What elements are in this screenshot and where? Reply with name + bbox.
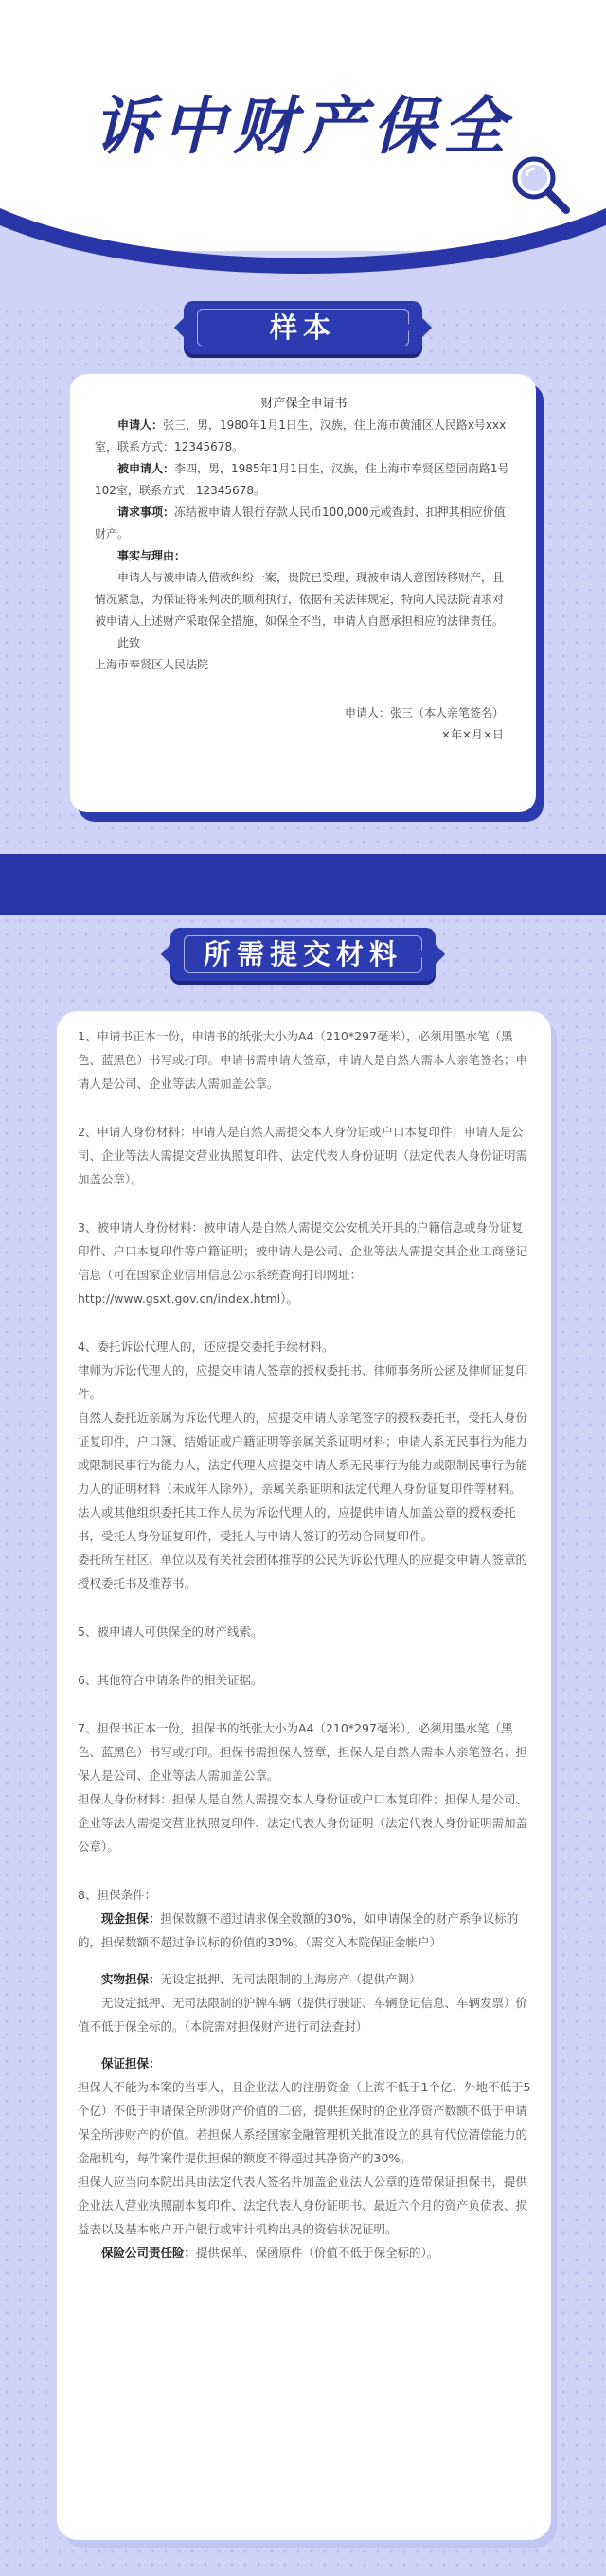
- physical-guarantee-text-1: 无设定抵押、无司法限制的上海房产（提供产调）: [160, 1972, 421, 1986]
- respondent-label: 被申请人：: [117, 462, 175, 475]
- applicant-label: 申请人：: [117, 418, 164, 432]
- sample-doc-title: 财产保全申请书: [260, 397, 348, 411]
- material-item-3: 3、被申请人身份材料：被申请人是自然人需提交公安机关开具的户籍信息或身份证复印件、户口本复印件等户籍证明；被申请人是公司、企业等法人需提交其企业工商登记信息（可在国家企业信用信息公示系统查询打印网址：http://www.gsxt.gov.cn/index.html）。: [78, 1220, 528, 1306]
- insurance-label: 保险公司责任险：: [101, 2246, 197, 2260]
- request-info: 冻结被申请人银行存款人民币100,000元或查封、扣押其相应价值财产。: [95, 506, 506, 541]
- applicant-info: 张三，男，1980年1月1日生，汉族，住上海市黄浦区人民路x号xxx室，联系方式：12345678。: [95, 418, 507, 453]
- material-item-4-corporate: 法人或其他组织委托其工作人员为诉讼代理人的，应提供申请人加盖公章的授权委托书，受托人身份证复印件，受托人与申请人签订的劳动合同复印件。: [78, 1505, 516, 1543]
- material-item-7-guarantor: 担保人身份材料：担保人是自然人需提交本人身份证或户口本复印件；担保人是公司、企业等法人需提交营业执照复印件、法定代表人身份证明（法定代表人身份证明需加盖公章）。: [78, 1792, 528, 1854]
- material-item-6: 6、其他符合申请条件的相关证据。: [78, 1673, 263, 1687]
- date-line: ×年×月×日: [440, 728, 504, 741]
- sample-document-card: [70, 374, 536, 812]
- materials-tab-label: 所需提交材料: [203, 938, 402, 970]
- materials-tab: [170, 928, 436, 981]
- court-name: 上海市奉贤区人民法院: [95, 658, 209, 671]
- sample-tab: [184, 301, 422, 354]
- cash-guarantee-label: 现金担保：: [101, 1911, 161, 1926]
- material-item-7: 7、担保书正本一份，担保书的纸张大小为A4（210*297毫米），必须用墨水笔（黑色、蓝黑色）书写或打印。担保书需担保人签章，担保人是自然人需本人亲笔签名；担保人是公司、企业等法人需加盖公章。: [78, 1721, 528, 1783]
- signature-line: 申请人：张三（本人亲笔签名）: [344, 706, 504, 720]
- respondent-info: 李四，男，1985年1月1日生，汉族，住上海市奉贤区望园南路1号102室，联系方式：12345678。: [95, 462, 509, 497]
- material-item-4-community: 委托所在社区、单位以及有关社会团体推荐的公民为诉讼代理人的应提交申请人签章的授权委托书及推荐书。: [78, 1553, 528, 1590]
- sample-tab-label: 样本: [269, 311, 336, 344]
- physical-guarantee-text-2: 无设定抵押、无司法限制的沪牌车辆（提供行驶证、车辆登记信息、车辆发票）价值不低于保全标的。（本院需对担保财产进行司法查封）: [78, 1996, 528, 2034]
- material-item-8: 8、担保条件：: [78, 1888, 156, 1902]
- surety-guarantee-label: 保证担保：: [101, 2056, 161, 2070]
- facts-text: 申请人与被申请人借款纠纷一案，贵院已受理，现被申请人意图转移财产，且情况紧急，为保证将来判决的顺利执行，依据有关法律规定，特向人民法院请求对被申请人上述财产采取保全措施，如保全不当，申请人自愿承担相应的法律责任。: [95, 571, 505, 628]
- material-item-2: 2、申请人身份材料：申请人是自然人需提交本人身份证或户口本复印件；申请人是公司、企业等法人需提交营业执照复印件、法定代表人身份证明（法定代表人身份证明需加盖公章）。: [78, 1125, 528, 1186]
- material-item-5: 5、被申请人可供保全的财产线索。: [78, 1625, 263, 1639]
- section-divider-band: [0, 854, 606, 915]
- materials-card: [57, 1011, 551, 2540]
- material-item-4-lawyer: 律师为诉讼代理人的，应提交申请人签章的授权委托书、律师事务所公函及律师证复印件。: [78, 1363, 528, 1401]
- insurance-text: 提供保单、保函原件（价值不低于保全标的）。: [196, 2246, 439, 2260]
- request-label: 请求事项：: [117, 506, 175, 519]
- cash-guarantee-text: 担保数额不超过请求保全数额的30%，如申请保全的财产系争议标的的，担保数额不超过争议标的价值的30%。（需交入本院保证金帐户）: [78, 1911, 519, 1949]
- surety-guarantee-text-2: 担保人应当向本院出具由法定代表人签名并加盖企业法人公章的连带保证担保书，提供企业法人营业执照副本复印件、法定代表人身份证明书、最近六个月的资产负债表、损益表以及基本帐户开户银行或审计机构出具的资信状况证明。: [78, 2175, 528, 2236]
- closing-text: 此致: [117, 636, 141, 649]
- material-item-4-relative: 自然人委托近亲属为诉讼代理人的，应提交申请人亲笔签字的授权委托书，受托人身份证复印件，户口簿、结婚证或户籍证明等亲属关系证明材料；申请人系无民事行为能力或限制民事行为能力人，法定代理人应提交申请人系无民事行为能力或限制民事行为能力人的证明材料（未成年人除外），亲属关系证明和法定代理人身份证复印件等材料。: [78, 1411, 528, 1496]
- page-title: 诉中财产保全: [93, 89, 513, 163]
- surety-guarantee-text-1: 担保人不能为本案的当事人，且企业法人的注册资金（上海不低于1个亿、外地不低于5个亿）不低于申请保全所涉财产价值的二倍，提供担保时的企业净资产数额不低于申请保全所涉财产的价值。若担保人系经国家金融管理机关批准设立的具有代位清偿能力的金融机构，每件案件提供担保的额度不得超过其净资产的30%。: [78, 2080, 531, 2165]
- material-item-4: 4、委托诉讼代理人的，还应提交委托手续材料。: [78, 1340, 334, 1354]
- facts-label: 事实与理由：: [117, 549, 187, 562]
- magnifier-icon: [508, 151, 574, 218]
- physical-guarantee-label: 实物担保：: [101, 1972, 161, 1986]
- material-item-1: 1、申请书正本一份，申请书的纸张大小为A4（210*297毫米），必须用墨水笔（黑色、蓝黑色）书写或打印。申请书需申请人签章，申请人是自然人需本人亲笔签名；申请人是公司、企业等法人需加盖公章。: [78, 1029, 528, 1091]
